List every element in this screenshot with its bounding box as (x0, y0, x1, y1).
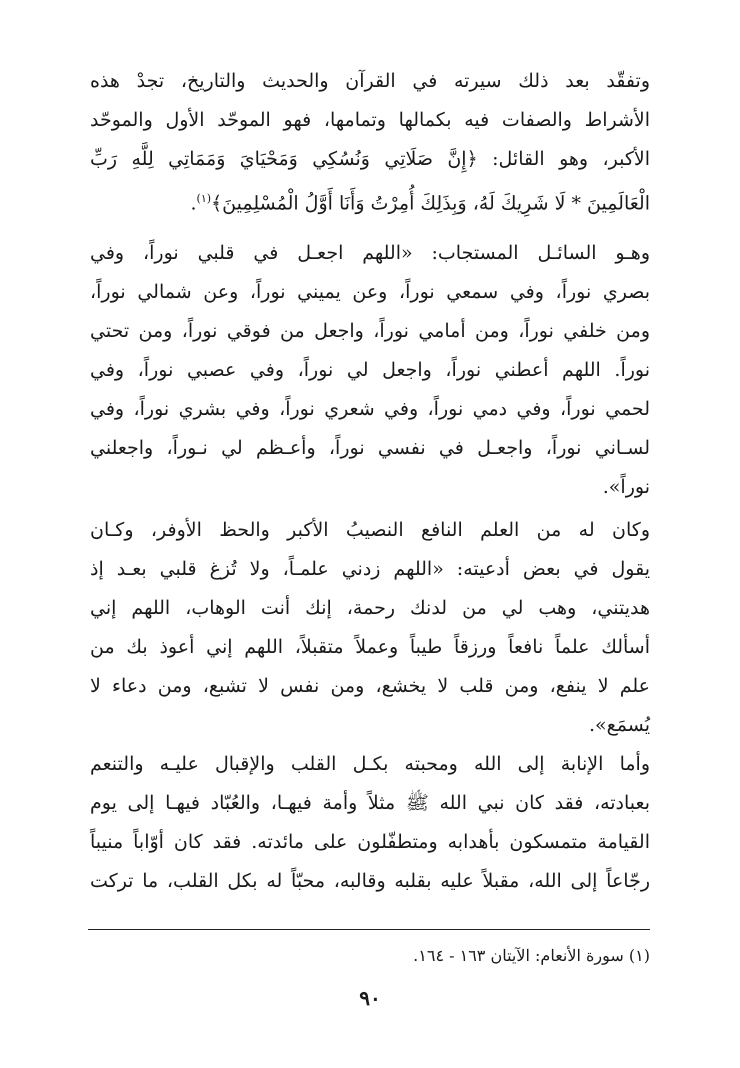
paragraph-2 (90, 234, 650, 507)
text-line: بعبادته، فقد كان نبي الله ﷺ مثلاً وأمة فيهـا، والعُبّاد فيهـا إلى يوم (90, 792, 650, 814)
text-line: الأشراط والصفات فيه بكمالها وتمامها، فهو الموحّد الأول والموحّد (90, 109, 650, 131)
text-line: نوراً. اللهم أعطني نوراً، واجعل لي نوراً، وفي عصبي نوراً، وفي (90, 359, 650, 381)
paragraph-1 (90, 62, 650, 218)
text-line: القيامة متمسكون بأهدابه ومتطفّلون على مائدته. فقد كان أوّاباً منيباً (90, 831, 650, 853)
text-line: لسـاني نوراً، واجعـل في نفسي نوراً، وأعـظم لي نـوراً، واجعلني (90, 437, 650, 459)
text-line: وهـو السائـل المستجاب: «اللهم اجعـل في قلبي نوراً، وفي (90, 242, 650, 264)
text-line: وأما الإنابة إلى الله ومحبته بكـل القلب والإقبال عليـه والتنعم (90, 753, 650, 775)
footnote: (١) سورة الأنعام: الآيتان ١٦٣ - ١٦٤. (413, 946, 650, 965)
text-line: علم لا ينفع، ومن قلب لا يخشع، ومن نفس لا تشبع، ومن دعاء لا (90, 675, 650, 697)
text-line: يُسمَع». (589, 714, 650, 736)
page-number: ٩٠ (359, 986, 381, 1010)
text-line: وتفقّد بعد ذلك سيرته في القرآن والحديث والتاريخ، تجدْ هذه (90, 70, 650, 92)
footnote-marker: (١) (196, 192, 212, 205)
text-line: نوراً». (602, 476, 650, 498)
text-line: ومن خلفي نوراً، ومن أمامي نوراً، واجعل من فوقي نوراً، ومن تحتي (90, 320, 650, 342)
quran-verse-text: الْعَالَمِينَ * لَا شَرِيكَ لَهُ، وَبِذَلِكَ أُمِرْتُ وَأَنَا أَوَّلُ الْمُسْلِمِينَ﴾ (211, 192, 650, 215)
text-line: رجّاعاً إلى الله، مقبلاً عليه بقلبه وقالبه، محبّاً له بكل القلب، ما تركت (90, 870, 650, 892)
sentence-end: . (190, 192, 197, 215)
text-line (90, 179, 650, 218)
text-line: أسألك علماً نافعاً ورزقاً طيباً وعملاً متقبلاً، اللهم إني أعوذ بك من (90, 636, 650, 658)
text-line: وكان له من العلم النافع النصيبُ الأكبر والحظ الأوفر، وكـان (90, 519, 650, 541)
text-line: الأكبر، وهو القائل: ﴿إِنَّ صَلَاتِي وَنُسُكِي وَمَحْيَايَ وَمَمَاتِي لِلَّهِ رَبِّ (90, 148, 650, 170)
paragraph-4 (90, 745, 650, 901)
footnote-divider (88, 929, 650, 930)
paragraph-3 (90, 511, 650, 745)
text-line: لحمي نوراً، وفي دمي نوراً، وفي شعري نوراً، وفي بشري نوراً، وفي (90, 398, 650, 420)
text-line: يقول في بعض أدعيته: «اللهم زدني علمـاً، ولا تُزغ قلبي بعـد إذ (90, 558, 650, 580)
text-line: هديتني، وهب لي من لدنك رحمة، إنك أنت الوهاب، اللهم إني (90, 597, 650, 619)
text-line: بصري نوراً، وفي سمعي نوراً، وعن يميني نوراً، وعن شمالي نوراً، (90, 281, 650, 303)
